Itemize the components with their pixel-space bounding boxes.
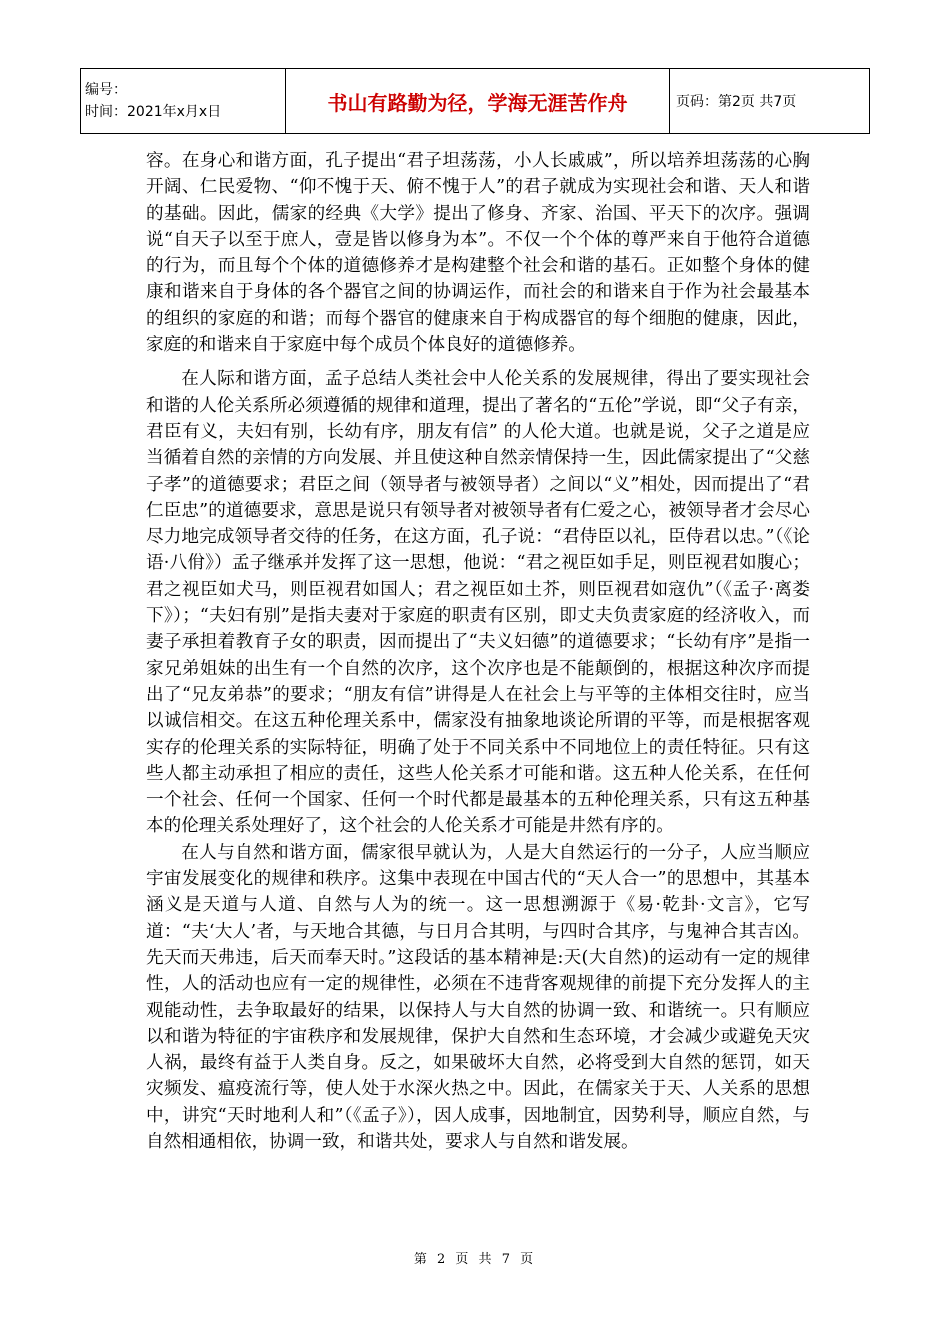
header-page-info: 页码：第2页 共7页 [670,69,870,134]
page-footer: 第 2 页 共 7 页 [413,1252,537,1267]
header-meta [81,69,286,134]
document-date: 时间：2021年x月x日 [85,104,222,120]
document-body [146,148,810,1155]
document-header [80,68,870,134]
document-number-label: 编号： [85,82,127,98]
paragraph-personal-harmony: 容。在身心和谐方面，孔子提出“君子坦荡荡，小人长戚戚”，所以培养坦荡荡的心胸开阔、仁民爱物、“仰不愧于天、俯不愧于人”的君子就成为实现社会和谐、天人和谐的基础。因此，儒家的经典《大学》提出了修身、齐家、治国、平天下的次序。强调说“自天子以至于庶人，壹是皆以修身为本”。不仅一个个体的尊严来自于他符合道德的行为，而且每个个体的道德修养才是构建整个社会和谐的基石。正如整个身体的健康和谐来自于身体的各个器官之间的协调运作，而社会的和谐来自于作为社会最基本的组织的家庭的和谐；而每个器官的健康来自于构成器官的每个细胞的健康，因此，家庭的和谐来自于家庭中每个成员个体良好的道德修养。 [146,151,810,356]
paragraph-nature-harmony: 在人与自然和谐方面，儒家很早就认为，人是大自然运行的一分子，人应当顺应宇宙发展变化的规律和秩序。这集中表现在中国古代的“天人合一”的思想中，其基本涵义是天道与人道、自然与人为的统一。这一思想溯源于《易·乾卦·文言》，它写道：“夫‘大人’者，与天地合其德，与日月合其明，与四时合其序，与鬼神合其吉凶。先天而天弗违，后天而奉天时。”这段话的基本精神是:天(大自然)的运动有一定的规律性，人的活动也应有一定的规律性，必须在不违背客观规律的前提下充分发挥人的主观能动性，去争取最好的结果，以保持人与大自然的协调一致、和谐统一。只有顺应以和谐为特征的宇宙秩序和发展规律，保护大自然和生态环境，才会减少或避免天灾人祸，最终有益于人类自身。反之，如果破坏大自然，必将受到大自然的惩罚，如天灾频发、瘟疫流行等，使人处于水深火热之中。因此，在儒家关于天、人关系的思想中，讲究“天时地利人和”（《孟子》），因人成事，因地制宜，因势利导，顺应自然，与自然相通相依，协调一致，和谐共处，要求人与自然和谐发展。 [146,842,810,1152]
paragraph-interpersonal-harmony: 在人际和谐方面，孟子总结人类社会中人伦关系的发展规律，得出了要实现社会和谐的人伦关系所必须遵循的规律和道理，提出了著名的“五伦”学说，即“父子有亲，君臣有义，夫妇有别，长幼有序，朋友有信” 的人伦大道。也就是说，父子之道是应当循着自然的亲情的方向发展、并且使这种自然亲情保持一生，因此儒家提出了“父慈子孝”的道德要求；君臣之间（领导者与被领导者）之间以“义”相处，因而提出了“君仁臣忠”的道德要求，意思是说只有领导者对被领导者有仁爱之心，被领导者才会尽心尽力地完成领导者交待的任务，在这方面，孔子说：“君侍臣以礼，臣侍君以忠。”（《论语·八佾》）孟子继承并发挥了这一思想，他说：“君之视臣如手足，则臣视君如腹心；君之视臣如犬马，则臣视君如国人；君之视臣如土芥，则臣视君如寇仇”（《孟子·离娄下》）；“夫妇有别”是指夫妻对于家庭的职责有区别，即丈夫负责家庭的经济收入，而妻子承担着教育子女的职责，因而提出了“夫义妇德”的道德要求；“长幼有序”是指一家兄弟姐妹的出生有一个自然的次序，这个次序也是不能颠倒的，根据这种次序而提出了“兄友弟恭”的要求；“朋友有信”讲得是人在社会上与平等的主体相交往时，应当以诚信相交。在这五种伦理关系中，儒家没有抽象地谈论所谓的平等，而是根据客观实存的伦理关系的实际特征，明确了处于不同关系中不同地位上的责任特征。只有这些人都主动承担了相应的责任，这些人伦关系才可能和谐。这五种人伦关系，在任何一个社会、任何一个国家、任何一个时代都是最基本的五种伦理关系，只有这五种基本的伦理关系处理好了，这个社会的人伦关系才可能是井然有序的。 [146,369,810,837]
header-motto: 书山有路勤为径，学海无涯苦作舟 [286,69,670,134]
